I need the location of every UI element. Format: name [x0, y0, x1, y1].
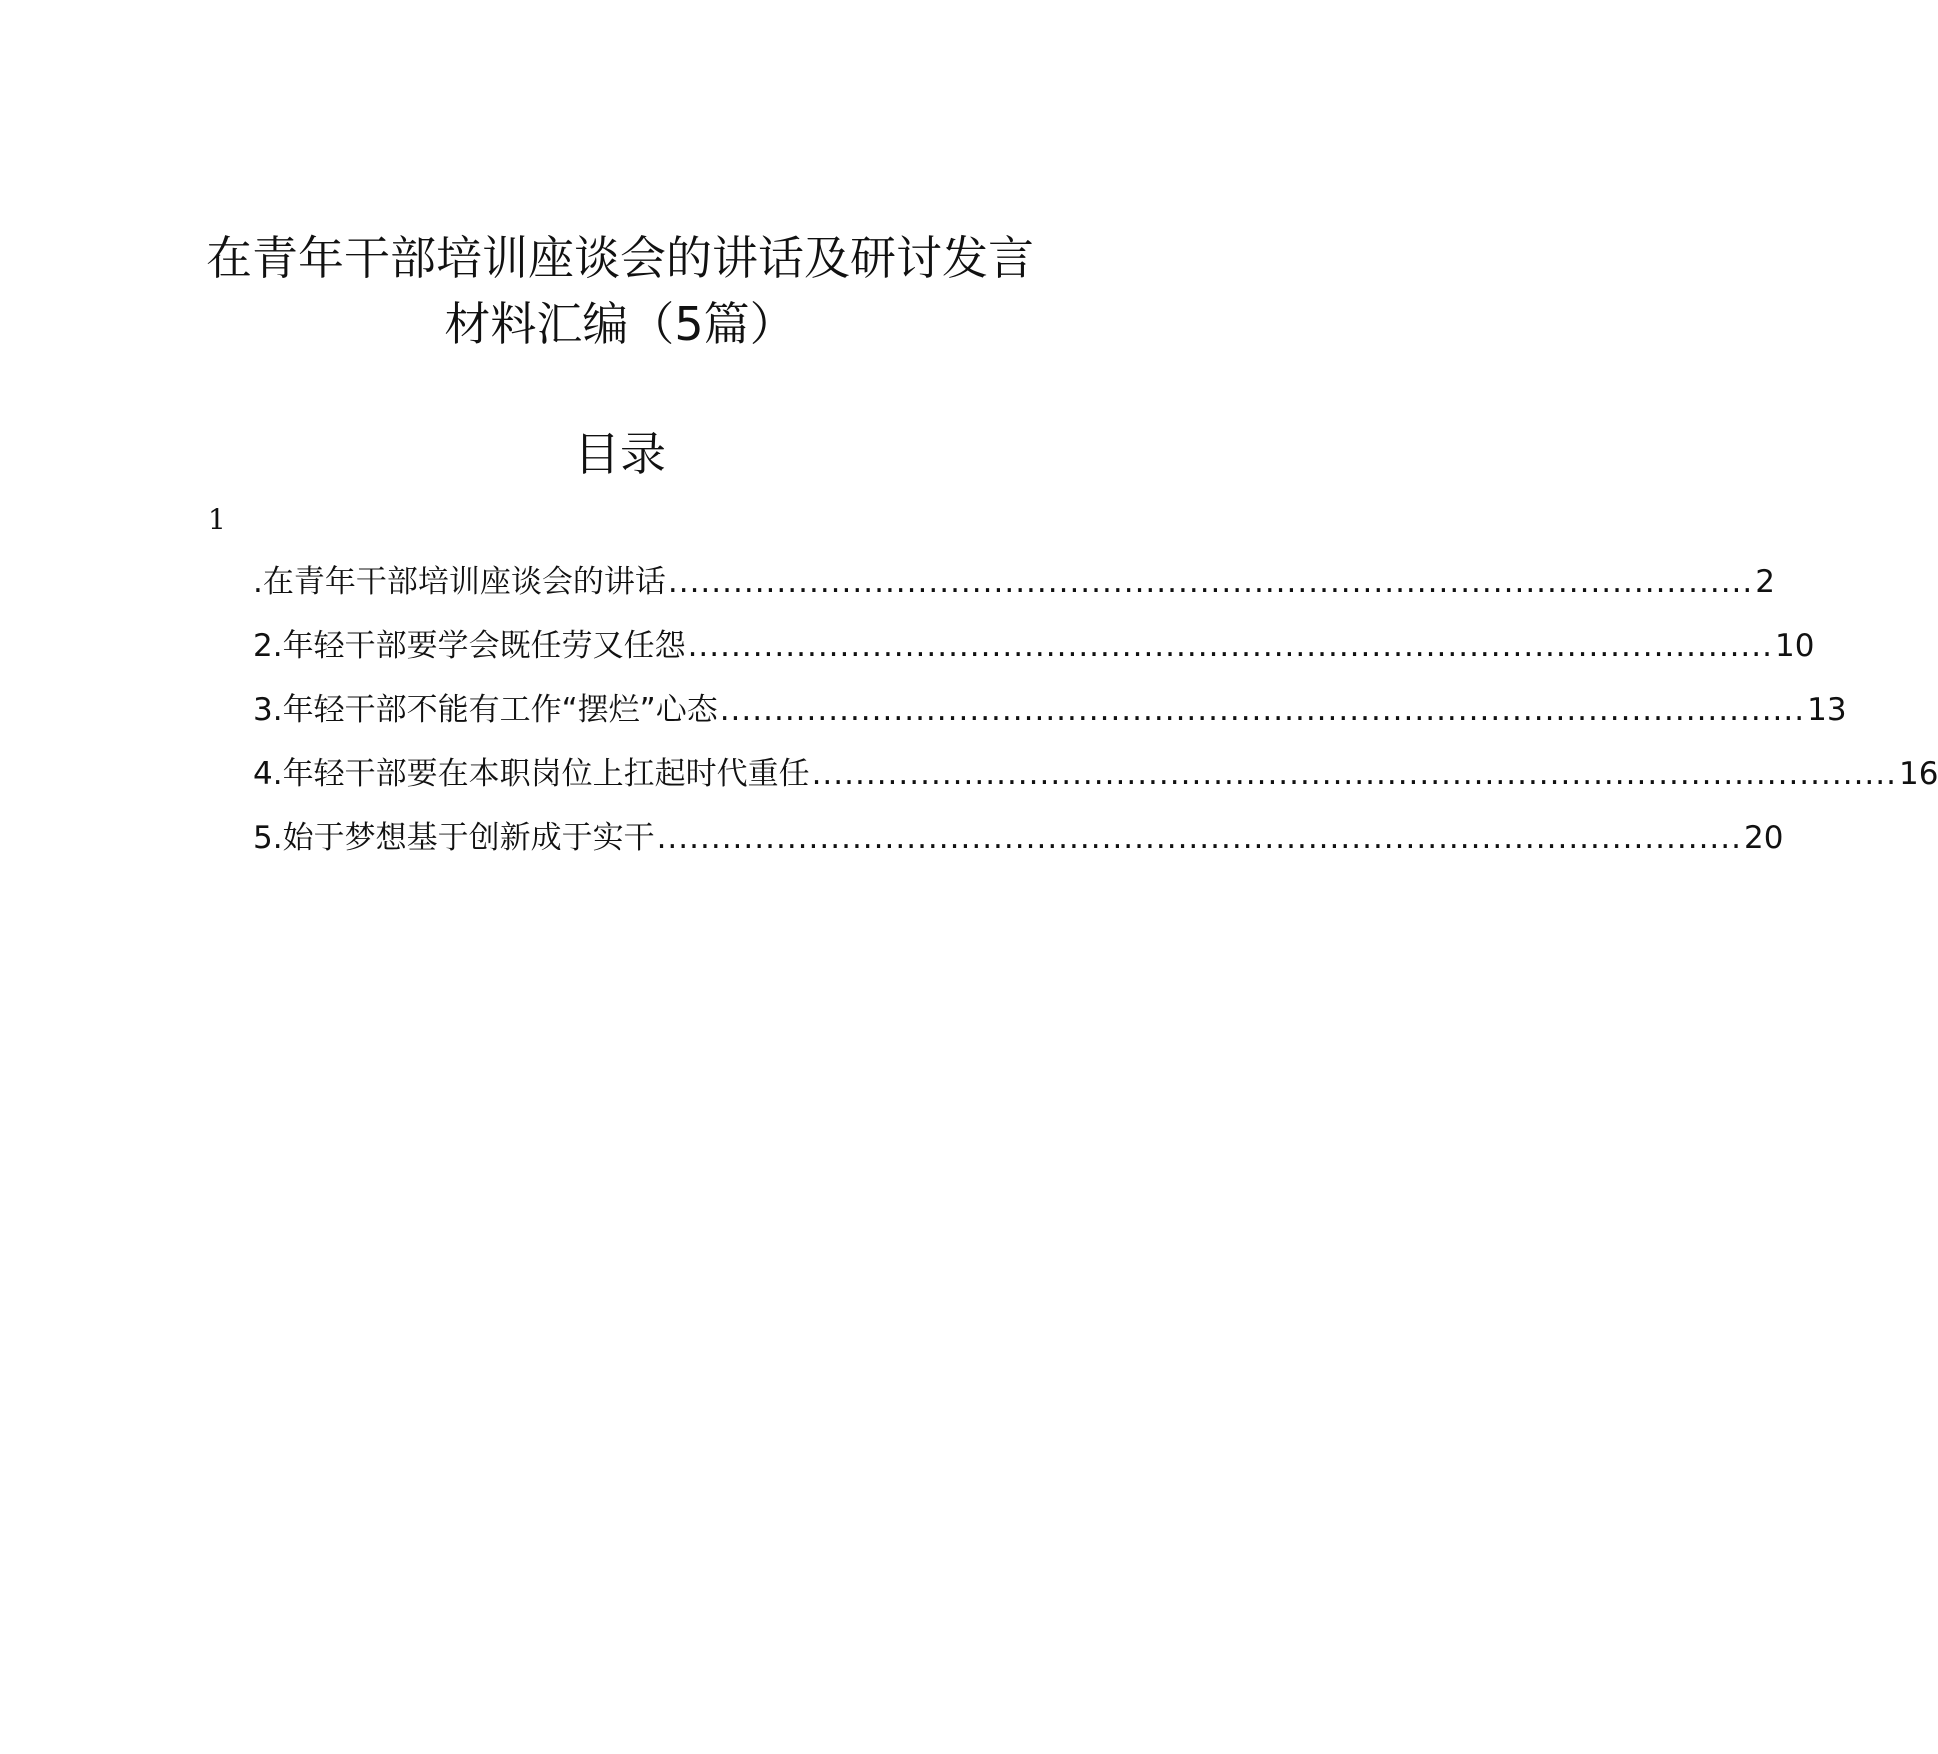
toc-leader-dots: .................................................................................................... [719, 692, 1806, 728]
toc-leader-dots: .................................................................................................... [811, 756, 1897, 792]
document-title-line-1: 在青年干部培训座谈会的讲话及研讨发言 [206, 231, 1034, 285]
toc-entry-page: 13 [1807, 692, 1847, 728]
toc-leader-dots: .................................................................................................... [667, 564, 1754, 600]
toc-entry-label: 2.年轻干部要学会既任劳又任怨 [253, 628, 686, 664]
toc-entry-label: 5.始于梦想基于创新成于实干 [253, 820, 655, 856]
document-title-line-2: 材料汇编（5篇） [444, 297, 796, 351]
table-of-contents [253, 562, 1938, 882]
toc-entry-page: 2 [1755, 564, 1775, 600]
toc-heading: 目录 [574, 427, 666, 481]
toc-entry-page: 10 [1774, 628, 1815, 664]
toc-entry-label: 3.年轻干部不能有工作“摆烂”心态 [253, 692, 718, 728]
toc-entry-3[interactable] [253, 690, 1847, 754]
toc-entry-label: 4.年轻干部要在本职岗位上扛起时代重任 [253, 756, 810, 792]
toc-entry-page: 16 [1898, 756, 1938, 792]
toc-entry-5[interactable] [253, 818, 1784, 882]
toc-entry-1[interactable] [253, 562, 1775, 626]
toc-entry-page: 20 [1743, 820, 1784, 856]
toc-entry-4[interactable] [253, 754, 1938, 818]
toc-leader-dots: .................................................................................................... [656, 820, 1742, 856]
toc-entry-2[interactable] [253, 626, 1815, 690]
stray-number: 1 [208, 503, 226, 536]
toc-leader-dots: .................................................................................................... [687, 628, 1773, 664]
toc-entry-label: .在青年干部培训座谈会的讲话 [253, 564, 666, 600]
